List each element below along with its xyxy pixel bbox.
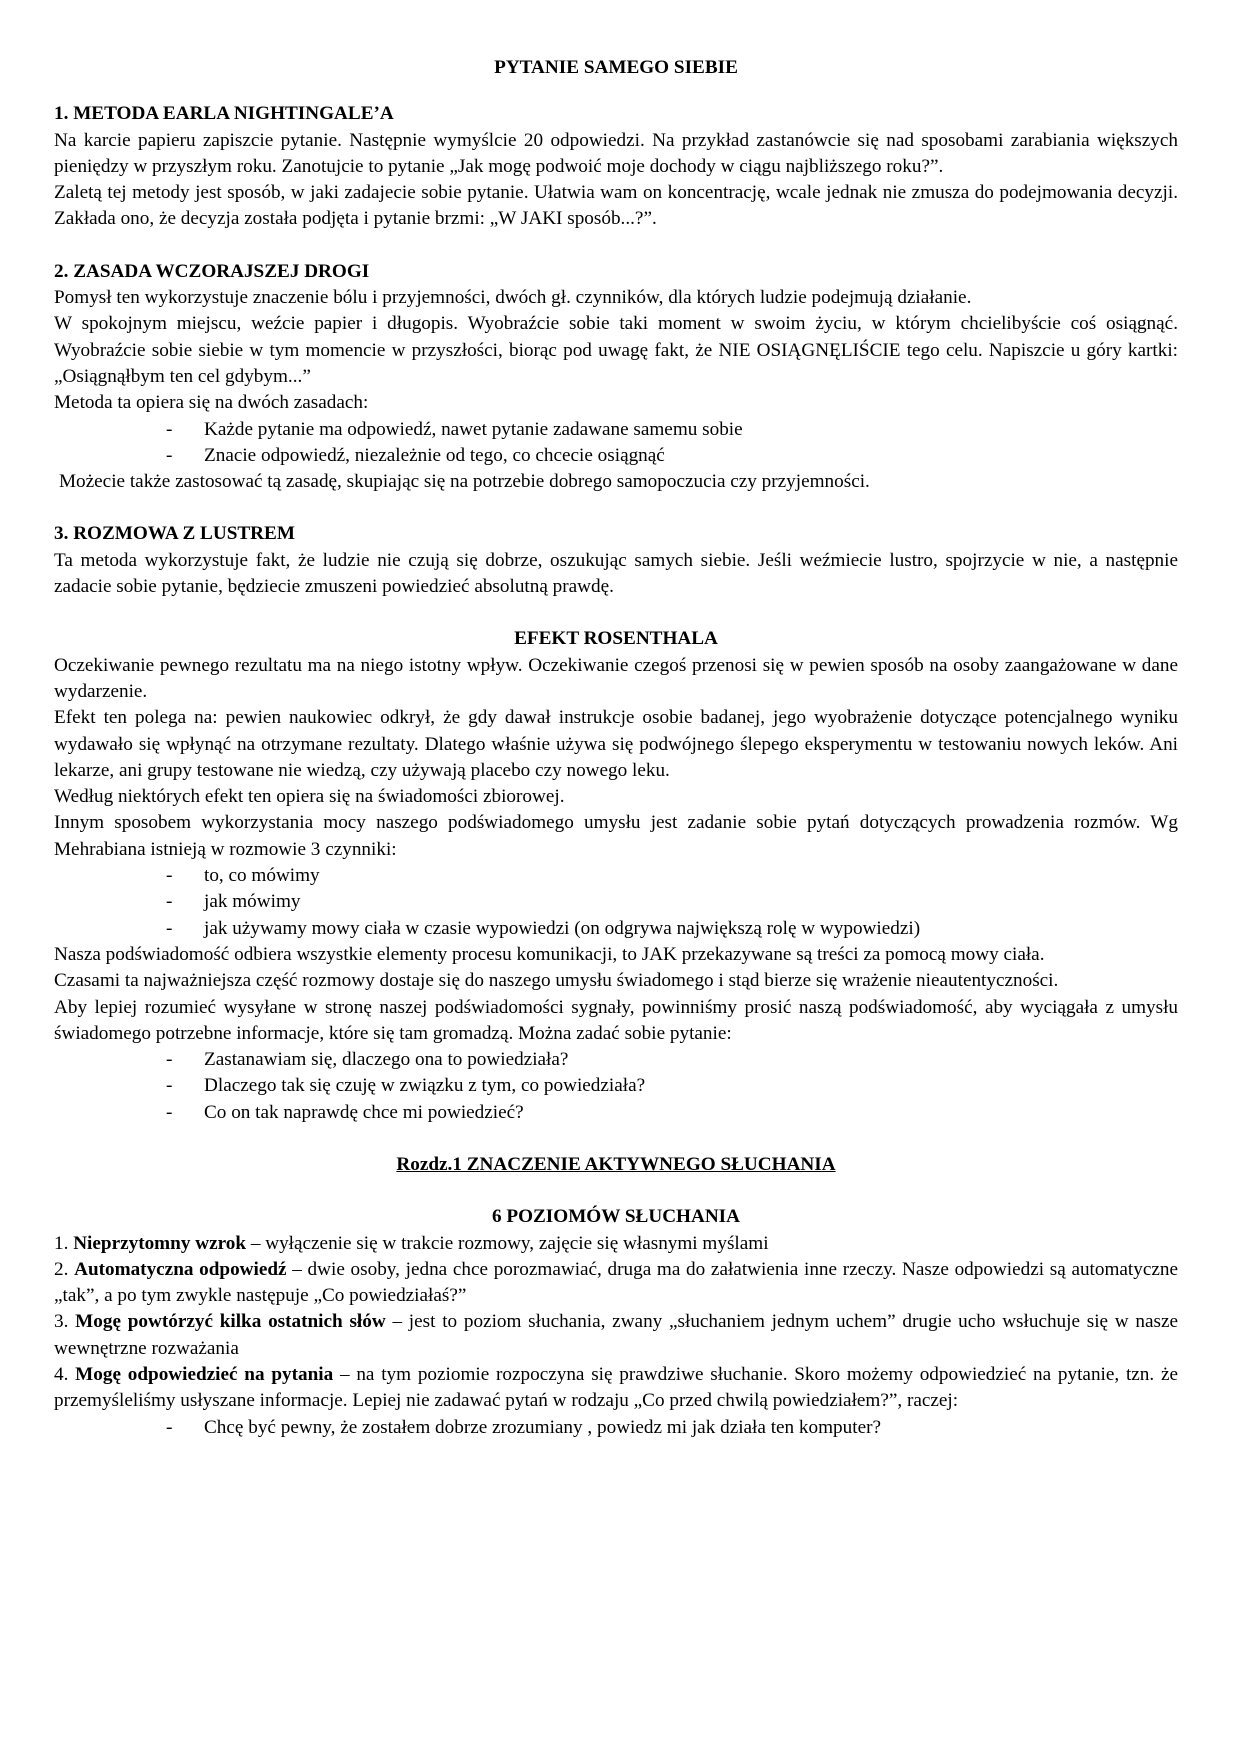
- section-3-heading: 3. ROZMOWA Z LUSTREM: [54, 523, 295, 545]
- list-item-text: jak mówimy: [204, 891, 301, 913]
- list-item: [54, 417, 1178, 443]
- listening-level-3: [54, 1309, 1178, 1362]
- rosenthal-paragraph-4: Innym sposobem wykorzystania mocy naszego podświadomego umysłu jest zadanie sobie pytań dotyczących prowadzenia rozmów. Wg Mehrabiana istnieją w rozmowie 3 czynniki:: [54, 812, 1178, 860]
- list-item: [54, 863, 1178, 889]
- list-item: [54, 1047, 1178, 1073]
- list-item-text: Zastanawiam się, dlaczego ona to powiedziała?: [204, 1049, 569, 1071]
- level-name: Mogę powtórzyć kilka ostatnich słów: [75, 1311, 386, 1333]
- list-dash: -: [166, 891, 173, 913]
- level-name: Mogę odpowiedzieć na pytania: [75, 1364, 334, 1386]
- list-item: [54, 1100, 1178, 1126]
- list-dash: -: [166, 865, 173, 887]
- list-dash: -: [166, 1049, 173, 1071]
- level-name: Nieprzytomny wzrok: [73, 1232, 247, 1254]
- section-2-paragraph-3: Metoda ta opiera się na dwóch zasadach:: [54, 392, 369, 414]
- list-item-text: Każde pytanie ma odpowiedź, nawet pytanie zadawane samemu sobie: [204, 418, 743, 440]
- list-dash: -: [166, 917, 173, 939]
- list-item: [54, 443, 1178, 469]
- listening-level-1: [54, 1231, 1178, 1257]
- list-item: [54, 889, 1178, 915]
- level-number: 4.: [54, 1364, 69, 1386]
- rosenthal-paragraph-7: Aby lepiej rozumieć wysyłane w stronę naszej podświadomości sygnały, powinniśmy prosić naszą podświadomość, aby wyciągała z umysłu świadomego potrzebne informacje, które się tam gromadzą. Można zadać sobie pytanie:: [54, 996, 1178, 1044]
- rosenthal-heading: EFEKT ROSENTHALA: [514, 628, 718, 650]
- rosenthal-paragraph-3: Według niektórych efekt ten opiera się na świadomości zbiorowej.: [54, 786, 565, 808]
- section-3-paragraph-1: Ta metoda wykorzystuje fakt, że ludzie nie czują się dobrze, oszukując samych siebie. Jeśli weźmiecie lustro, spojrzycie w nie, a następnie zadacie sobie pytanie, będziecie zmuszeni powiedzieć absolutną prawdę.: [54, 549, 1178, 598]
- level-description: – dwie osoby, jedna chce porozmawiać, druga ma do załatwienia inne rzeczy. Nasze odpowiedzi są automatyczne „tak”, a po tym zwykle następuje „Co powiedziałaś?”: [54, 1258, 1178, 1307]
- section-2-paragraph-1: Pomysł ten wykorzystuje znaczenie bólu i przyjemności, dwóch gł. czynników, dla których ludzie podejmują działanie.: [54, 287, 972, 309]
- list-dash: -: [166, 444, 173, 466]
- level-name: Automatyczna odpowiedź: [74, 1258, 287, 1280]
- list-item: [54, 1073, 1178, 1099]
- list-dash: -: [166, 1416, 173, 1438]
- level-description: – wyłączenie się w trakcie rozmowy, zajęcie się własnymi myślami: [246, 1232, 769, 1254]
- section-2-paragraph-2: W spokojnym miejscu, weźcie papier i długopis. Wyobraźcie sobie taki moment w swoim życiu, w którym chcielibyście coś osiągnąć. Wyobraźcie sobie siebie w tym momencie w przyszłości, biorąc pod uwagę fakt, że NIE OSIĄGNĘLIŚCIE tego celu. Napiszcie u góry kartki: „Osiągnąłbym ten cel gdybym...”: [54, 313, 1178, 387]
- level-description: – na tym poziomie rozpoczyna się prawdziwe słuchanie. Skoro możemy odpowiedzieć na pytanie, tzn. że przemyśleliśmy usłyszane informacje. Lepiej nie zadawać pytań w rodzaju „Co przed chwilą powiedziałem?”, raczej:: [54, 1364, 1178, 1412]
- level-number: 1.: [54, 1232, 69, 1254]
- list-item: [54, 916, 1178, 942]
- section-1-heading: 1. METODA EARLA NIGHTINGALE’A: [54, 103, 394, 125]
- section-2-paragraph-4: Możecie także zastosować tą zasadę, skupiając się na potrzebie dobrego samopoczucia czy przyjemności.: [59, 471, 870, 493]
- rosenthal-paragraph-5: Nasza podświadomość odbiera wszystkie elementy procesu komunikacji, to JAK przekazywane są treści za pomocą mowy ciała.: [54, 943, 1045, 965]
- level-number: 3.: [54, 1311, 69, 1333]
- section-1-paragraph-2: Zaletą tej metody jest sposób, w jaki zadajecie sobie pytanie. Ułatwia wam on koncentrację, wcale jednak nie zmusza do podejmowania decyzji. Zakłada ono, że decyzja została podjęta i pytanie brzmi: „W JAKI sposób...?”.: [54, 182, 1178, 230]
- chapter-subheading: 6 POZIOMÓW SŁUCHANIA: [491, 1206, 741, 1228]
- chapter-heading: Rozdz.1 ZNACZENIE AKTYWNEGO SŁUCHANIA: [396, 1153, 836, 1175]
- section-1-paragraph-1: Na karcie papieru zapiszcie pytanie. Następnie wymyślcie 20 odpowiedzi. Na przykład zastanówcie się nad sposobami zarabiania większych pieniędzy w przyszłym roku. Zanotujcie to pytanie „Jak mogę podwoić moje dochody w ciągu najbliższego roku?”.: [54, 129, 1178, 177]
- listening-level-4: [54, 1362, 1178, 1415]
- rosenthal-paragraph-6: Czasami ta najważniejsza część rozmowy dostaje się do naszego umysłu świadomego i stąd bierze się wrażenie nieautentyczności.: [54, 970, 1059, 992]
- rosenthal-paragraph-1: Oczekiwanie pewnego rezultatu ma na niego istotny wpływ. Oczekiwanie czegoś przenosi się w pewien sposób na osoby zaangażowane w dane wydarzenie.: [54, 654, 1178, 702]
- list-dash: -: [166, 1101, 173, 1123]
- section-2-heading: 2. ZASADA WCZORAJSZEJ DROGI: [54, 260, 370, 282]
- list-item-text: to, co mówimy: [204, 865, 320, 887]
- list-item-text: jak używamy mowy ciała w czasie wypowiedzi (on odgrywa największą rolę w wypowiedzi): [204, 917, 921, 939]
- level-number: 2.: [54, 1258, 69, 1280]
- list-dash: -: [166, 1075, 173, 1097]
- list-item-text: Chcę być pewny, że zostałem dobrze zrozumiany , powiedz mi jak działa ten komputer?: [204, 1416, 881, 1438]
- list-item-text: Znacie odpowiedź, niezależnie od tego, co chcecie osiągnąć: [204, 444, 665, 466]
- list-item-text: Co on tak naprawdę chce mi powiedzieć?: [204, 1101, 524, 1123]
- list-item-text: Dlaczego tak się czuję w związku z tym, co powiedziała?: [204, 1075, 646, 1097]
- level-description: – jest to poziom słuchania, zwany „słuchaniem jednym uchem” drugie ucho wsłuchuje się w nasze wewnętrzne rozważania: [54, 1311, 1179, 1359]
- listening-level-2: [54, 1257, 1178, 1310]
- rosenthal-paragraph-2: Efekt ten polega na: pewien naukowiec odkrył, że gdy dawał instrukcje osobie badanej, jego wyobrażenie dotyczące potencjalnego wyniku wydawało się wpłynąć na otrzymane rezultaty. Dlatego właśnie używa się podwójnego ślepego eksperymentu w testowaniu nowych leków. Ani lekarze, ani grupy testowane nie wiedzą, czy używają placebo czy nowego leku.: [54, 707, 1178, 781]
- list-item: [54, 1415, 1178, 1441]
- page-title: PYTANIE SAMEGO SIEBIE: [494, 57, 738, 78]
- list-dash: -: [166, 418, 173, 440]
